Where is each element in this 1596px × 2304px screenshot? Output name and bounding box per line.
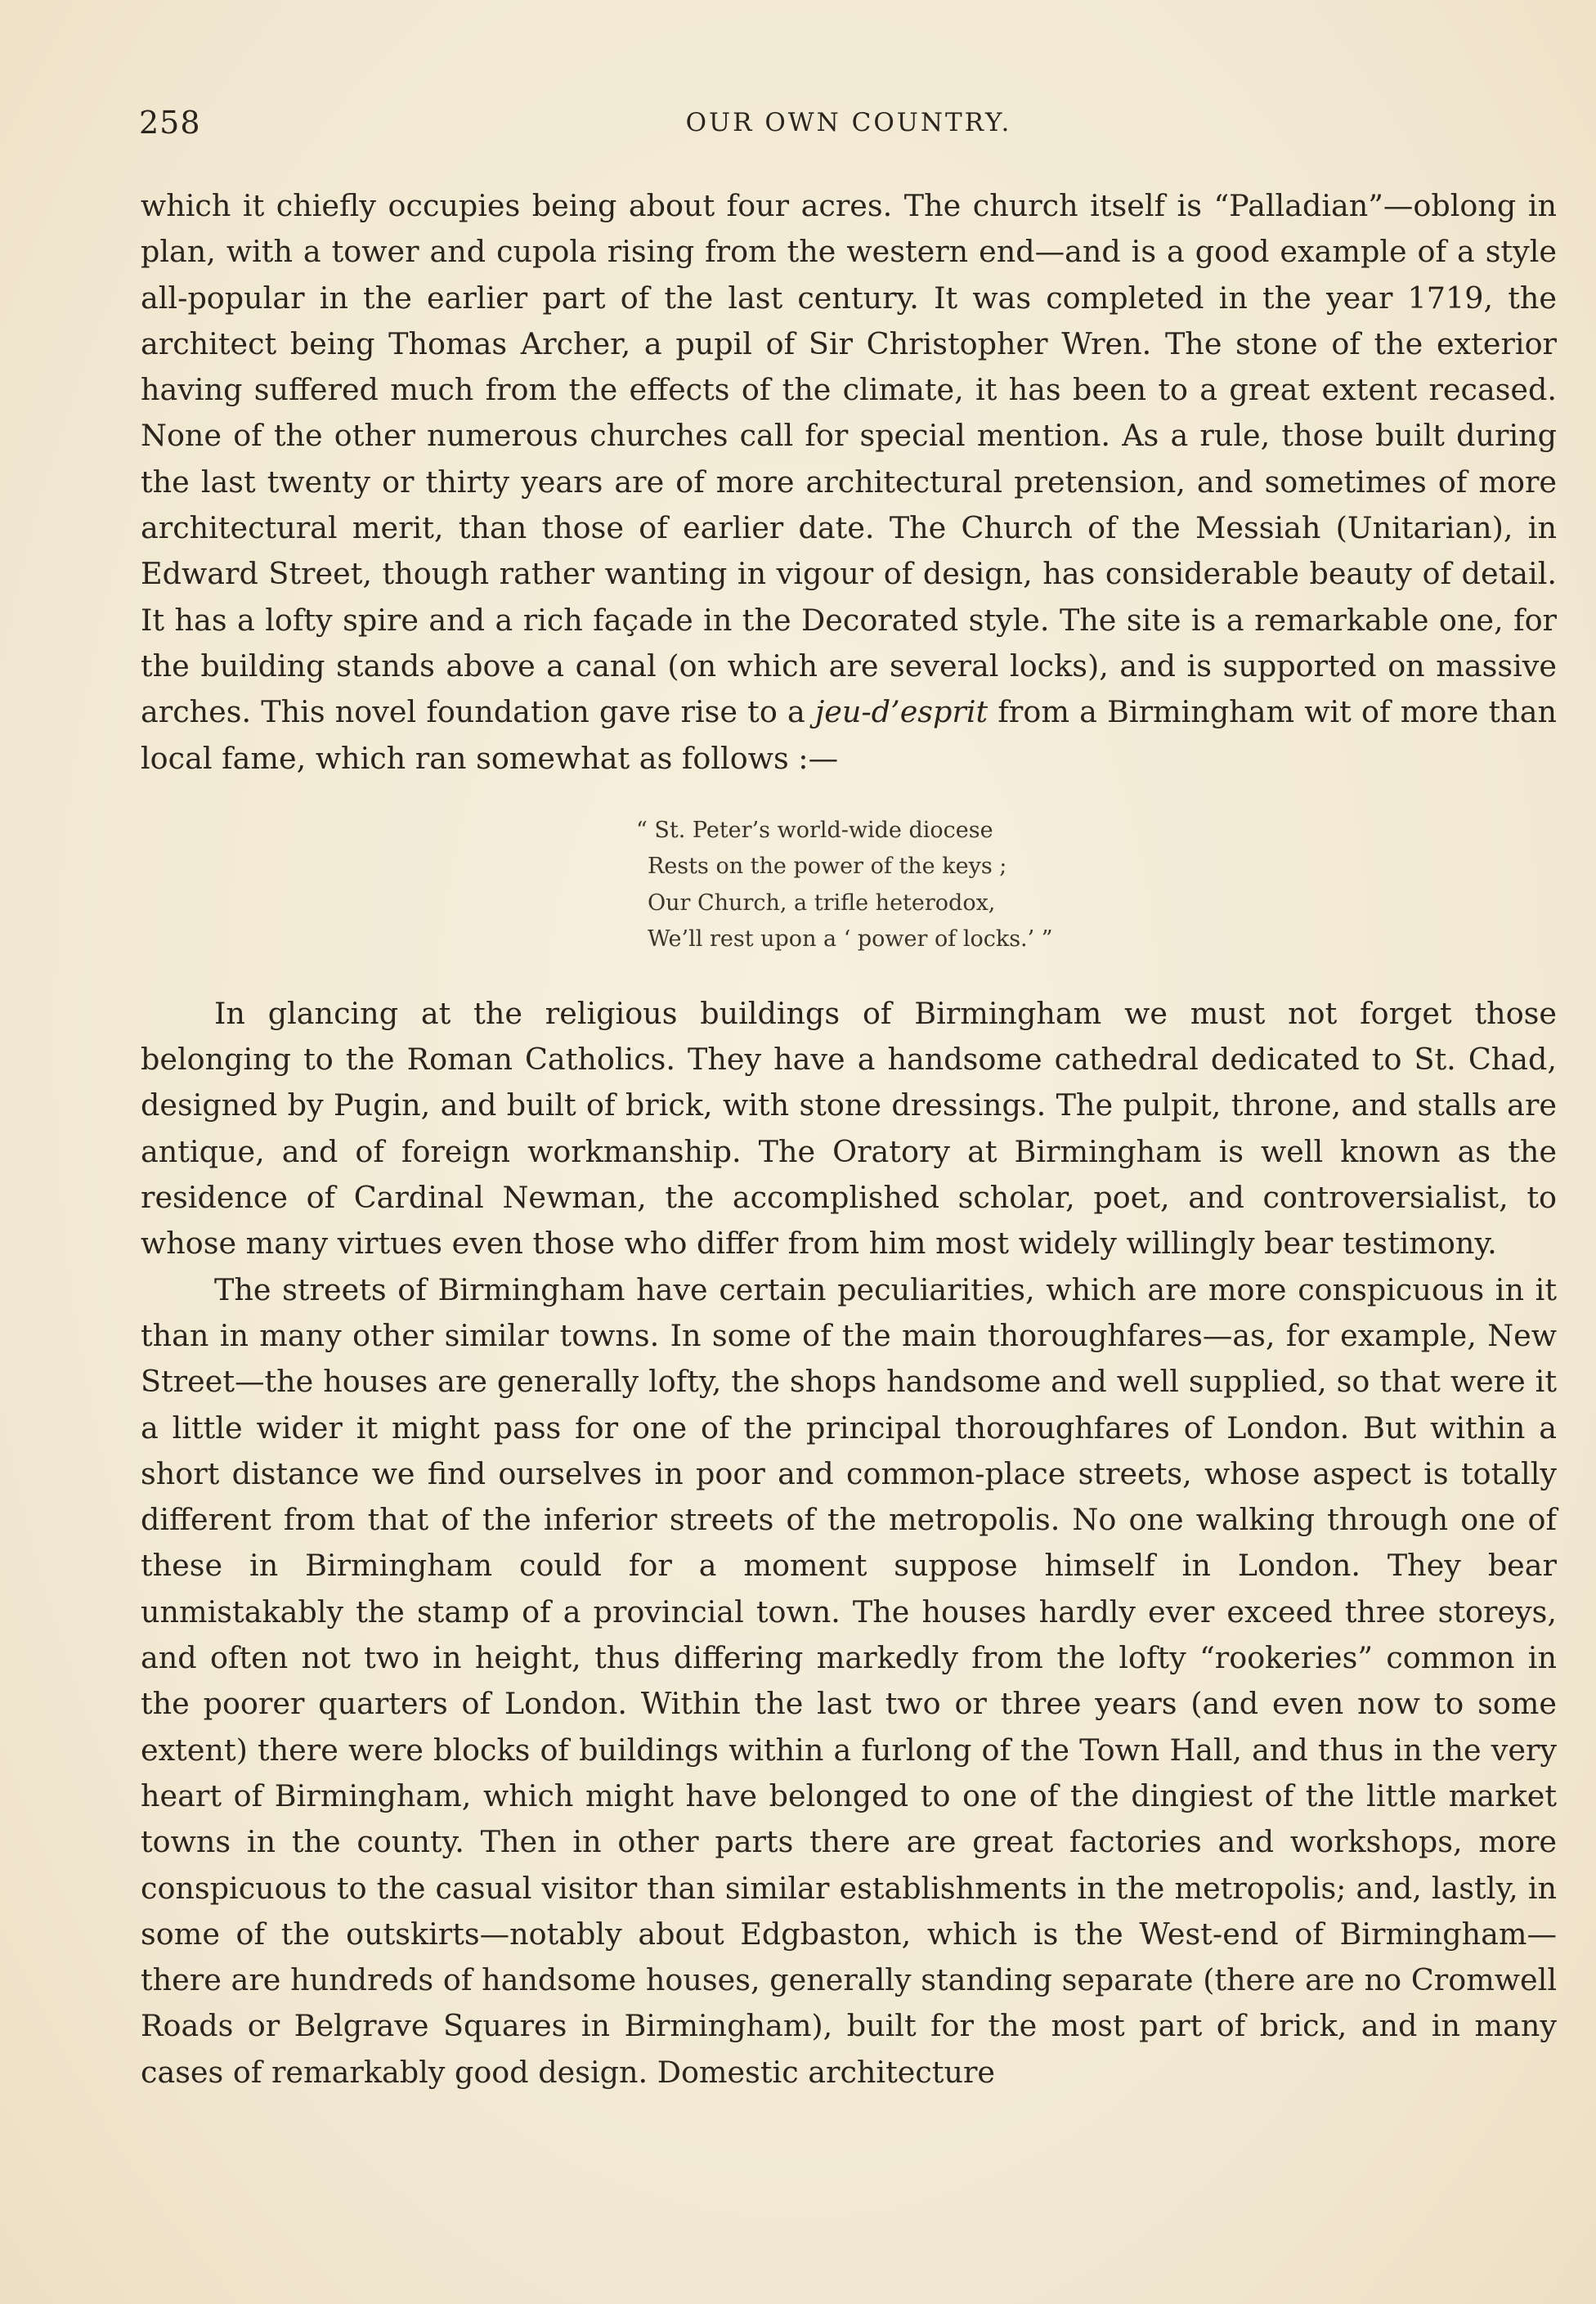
verse-line: Our Church, a trifle heterodox, — [648, 890, 996, 916]
body-text — [141, 183, 1557, 2096]
paragraph-text: from a Birmingham wit of more than local fame, which ran somewhat as follows :— — [141, 694, 1557, 776]
italic-phrase: jeu-d’esprit — [814, 694, 989, 730]
quoted-verse — [141, 813, 1557, 958]
paragraph-church-description — [141, 183, 1557, 782]
page-header — [139, 105, 1558, 154]
paragraph-text: which it chiefly occupies being about four acres. The church itself is “Palladian”—oblong in plan, with a tower and cupola rising from the western end—and is a good example of a style all-popular in the earlier part of the last century. It was completed in the year 1719, the architect being Thomas Archer, a pupil of Sir Christopher Wren. The stone of the exterior having suffered much from the effects of the climate, it has been to a great extent recased. None of the other numerous churches call for special mention. As a rule, those built during the last twenty or thirty years are of more architectural pretension, and sometimes of more architectural merit, than those of earlier date. The Church of the Messiah (Unitarian), in Edward Street, though rather wanting in vigour of design, has considerable beauty of detail. It has a lofty spire and a rich façade in the Decorated style. The site is a remarkable one, for the building stands above a canal (on which are several locks), and is supported on massive arches. This novel foundation gave rise to a — [141, 188, 1557, 730]
verse-line: “ St. Peter’s world-wide diocese — [636, 817, 993, 843]
paragraph-streets: The streets of Birmingham have certain peculiarities, which are more conspicuous in it than in many other similar towns. In some of the main thoroughfares—as, for example, New Street—the houses are generally lofty, the shops handsome and well supplied, so that were it a little wider it might pass for one of the principal thoroughfares of London. But within a short distance we find ourselves in poor and common-place streets, whose aspect is totally different from that of the inferior streets of the metropolis. No one walking through one of these in Birmingham could for a moment suppose himself in London. They bear unmistakably the stamp of a provincial town. The houses hardly ever exceed three storeys, and often not two in height, thus differing markedly from the lofty “rookeries” common in the poorer quarters of London. Within the last two or three years (and even now to some extent) there were blocks of buildings within a furlong of the Town Hall, and thus in the very heart of Birmingham, which might have belonged to one of the dingiest of the little market towns in the county. Then in other parts there are great factories and workshops, more conspicuous to the casual visitor than similar establishments in the metropolis; and, lastly, in some of the outskirts—notably about Edgbaston, which is the West-end of Birmingham—there are hundreds of handsome houses, generally standing separate (there are no Cromwell Roads or Belgrave Squares in Birmingham), built for the most part of brick, and in many cases of remarkably good design. Domestic architecture — [141, 1271, 1557, 2090]
paragraph-roman-catholic: In glancing at the religious buildings of Birmingham we must not forget those belonging to the Roman Catholics. They have a handsome cathedral dedicated to St. Chad, designed by Pugin, and built of brick, with stone dressings. The pulpit, throne, and stalls are antique, and of foreign workmanship. The Oratory at Birmingham is well known as the residence of Cardinal Newman, the accomplished scholar, poet, and controversialist, to whose many virtues even those who differ from him most widely willingly bear testimony. — [141, 995, 1557, 1262]
verse-line: We’ll rest upon a ‘ power of locks.’ ” — [648, 926, 1053, 953]
verse-line: Rests on the power of the keys ; — [648, 854, 1007, 880]
page-number: 258 — [139, 105, 201, 141]
running-head: OUR OWN COUNTRY. — [685, 108, 1012, 137]
